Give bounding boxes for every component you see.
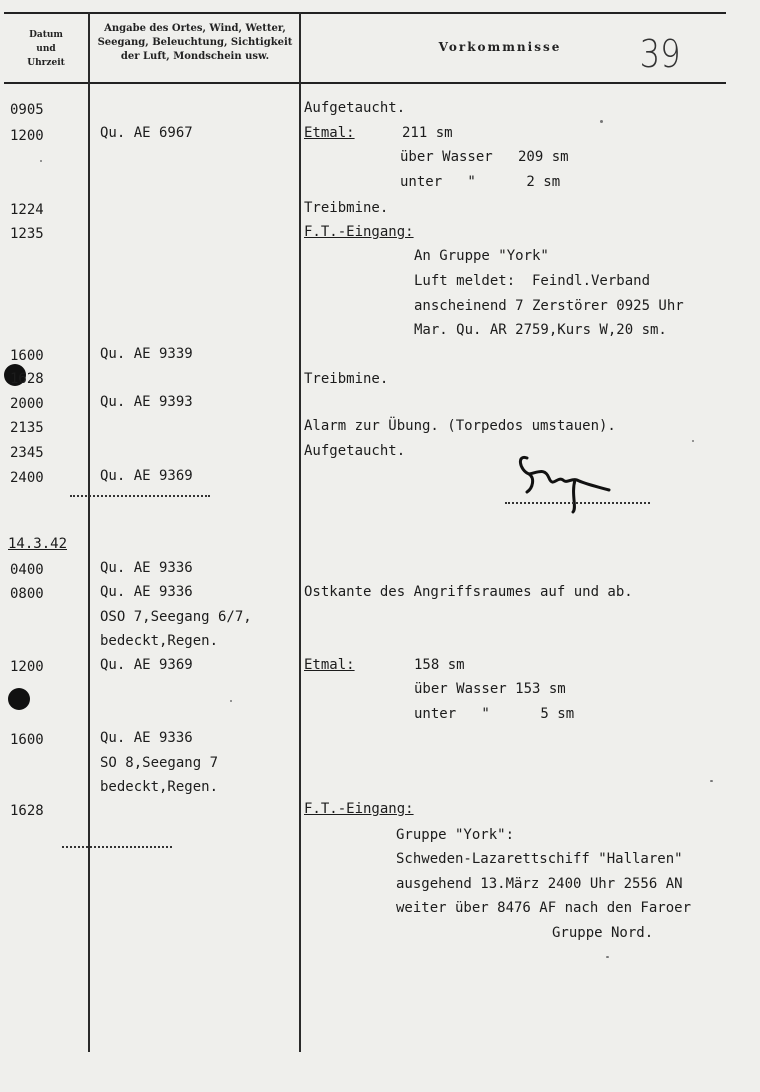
event-treibmine-2: Treibmine. [304, 371, 389, 387]
header-location-weather: Angabe des Ortes, Wind, Wetter, Seegang, Beleuchtung, Sichtigkeit der Luft, Mondschein usw. [97, 23, 293, 62]
scan-speck [230, 700, 232, 702]
time-1235: 1235 [10, 226, 44, 242]
position-2400: Qu. AE 9369 [100, 468, 193, 484]
etmal-submerged-2: unter " 5 sm [414, 706, 575, 722]
event-treibmine-1: Treibmine. [304, 200, 389, 216]
event-aufgetaucht-2: Aufgetaucht. [304, 443, 406, 459]
etmal-submerged-1: unter " 2 sm [400, 174, 561, 190]
etmal-surface-2: über Wasser 153 sm [414, 681, 566, 697]
ft-message-1-line-3: anscheinend 7 Zerstörer 0925 Uhr [414, 298, 684, 314]
position-1600: Qu. AE 9339 [100, 346, 193, 362]
top-rule [4, 12, 726, 14]
etmal-surface-1: über Wasser 209 sm [400, 149, 569, 165]
weather-1600-line-1: SO 8,Seegang 7 [100, 755, 219, 771]
position-1200: Qu. AE 6967 [100, 125, 193, 141]
etmal-label-2: Etmal: [304, 657, 355, 673]
ft-message-2-line-4: weiter über 8476 AF nach den Faroer [396, 900, 692, 916]
time-0905: 0905 [10, 102, 44, 118]
ft-message-2-line-5: Gruppe Nord. [552, 925, 654, 941]
ft-message-2-line-3: ausgehend 13.März 2400 Uhr 2556 AN [396, 876, 683, 892]
position-1600-b: Qu. AE 9336 [100, 730, 193, 746]
position-0400: Qu. AE 9336 [100, 560, 193, 576]
time-1200-b: 1200 [10, 659, 44, 675]
time-1200: 1200 [10, 128, 44, 144]
ft-message-2-line-1: Gruppe "York": [396, 827, 515, 843]
header-events: Vorkommnisse [438, 40, 562, 54]
time-2345: 2345 [10, 445, 44, 461]
weather-0800-line-2: bedeckt,Regen. [100, 633, 219, 649]
time-0800: 0800 [10, 586, 44, 602]
etmal-label-1: Etmal: [304, 125, 355, 141]
time-1600-b: 1600 [10, 732, 44, 748]
ft-message-1-line-4: Mar. Qu. AR 2759,Kurs W,20 sm. [414, 322, 667, 338]
ft-eingang-label-2: F.T.-Eingang: [304, 801, 414, 817]
time-1628: 1628 [10, 371, 44, 387]
header-rule [4, 82, 726, 84]
column-divider-2 [299, 12, 301, 1052]
ft-message-1-line-2: Luft meldet: Feindl.Verband [414, 273, 651, 289]
position-1200-b: Qu. AE 9369 [100, 657, 193, 673]
ft-message-1-line-1: An Gruppe "York" [414, 248, 549, 264]
time-1600: 1600 [10, 348, 44, 364]
scan-speck [600, 120, 603, 123]
scan-speck [692, 440, 694, 442]
time-2400: 2400 [10, 470, 44, 486]
time-2135: 2135 [10, 420, 44, 436]
weather-1600-line-2: bedeckt,Regen. [100, 779, 219, 795]
signature-dots [505, 502, 650, 504]
punch-hole-2 [8, 688, 30, 710]
time-1224: 1224 [10, 202, 44, 218]
time-2000: 2000 [10, 396, 44, 412]
left-dots [62, 846, 172, 848]
page-number: 39 [639, 32, 681, 76]
scan-speck [710, 780, 713, 782]
column-divider-1 [88, 12, 90, 1052]
position-2000: Qu. AE 9393 [100, 394, 193, 410]
event-ostkante: Ostkante des Angriffsraumes auf und ab. [304, 584, 633, 600]
weather-0800-line-1: OSO 7,Seegang 6/7, [100, 609, 252, 625]
event-alarm: Alarm zur Übung. (Torpedos umstauen). [304, 418, 616, 434]
ft-message-2-line-2: Schweden-Lazarettschiff "Hallaren" [396, 851, 683, 867]
event-aufgetaucht-1: Aufgetaucht. [304, 100, 406, 116]
time-0400: 0400 [10, 562, 44, 578]
signature [505, 450, 645, 520]
scan-speck [606, 956, 609, 958]
date-14-3-42: 14.3.42 [8, 536, 68, 552]
header-date-time: Datum und Uhrzeit [27, 30, 65, 68]
scan-speck [40, 160, 42, 162]
position-0800: Qu. AE 9336 [100, 584, 193, 600]
day-separator-dots [70, 495, 210, 497]
time-1628-b: 1628 [10, 803, 44, 819]
etmal-total-2: 158 sm [414, 657, 465, 673]
ft-eingang-label-1: F.T.-Eingang: [304, 224, 414, 240]
etmal-total-1: 211 sm [402, 125, 453, 141]
